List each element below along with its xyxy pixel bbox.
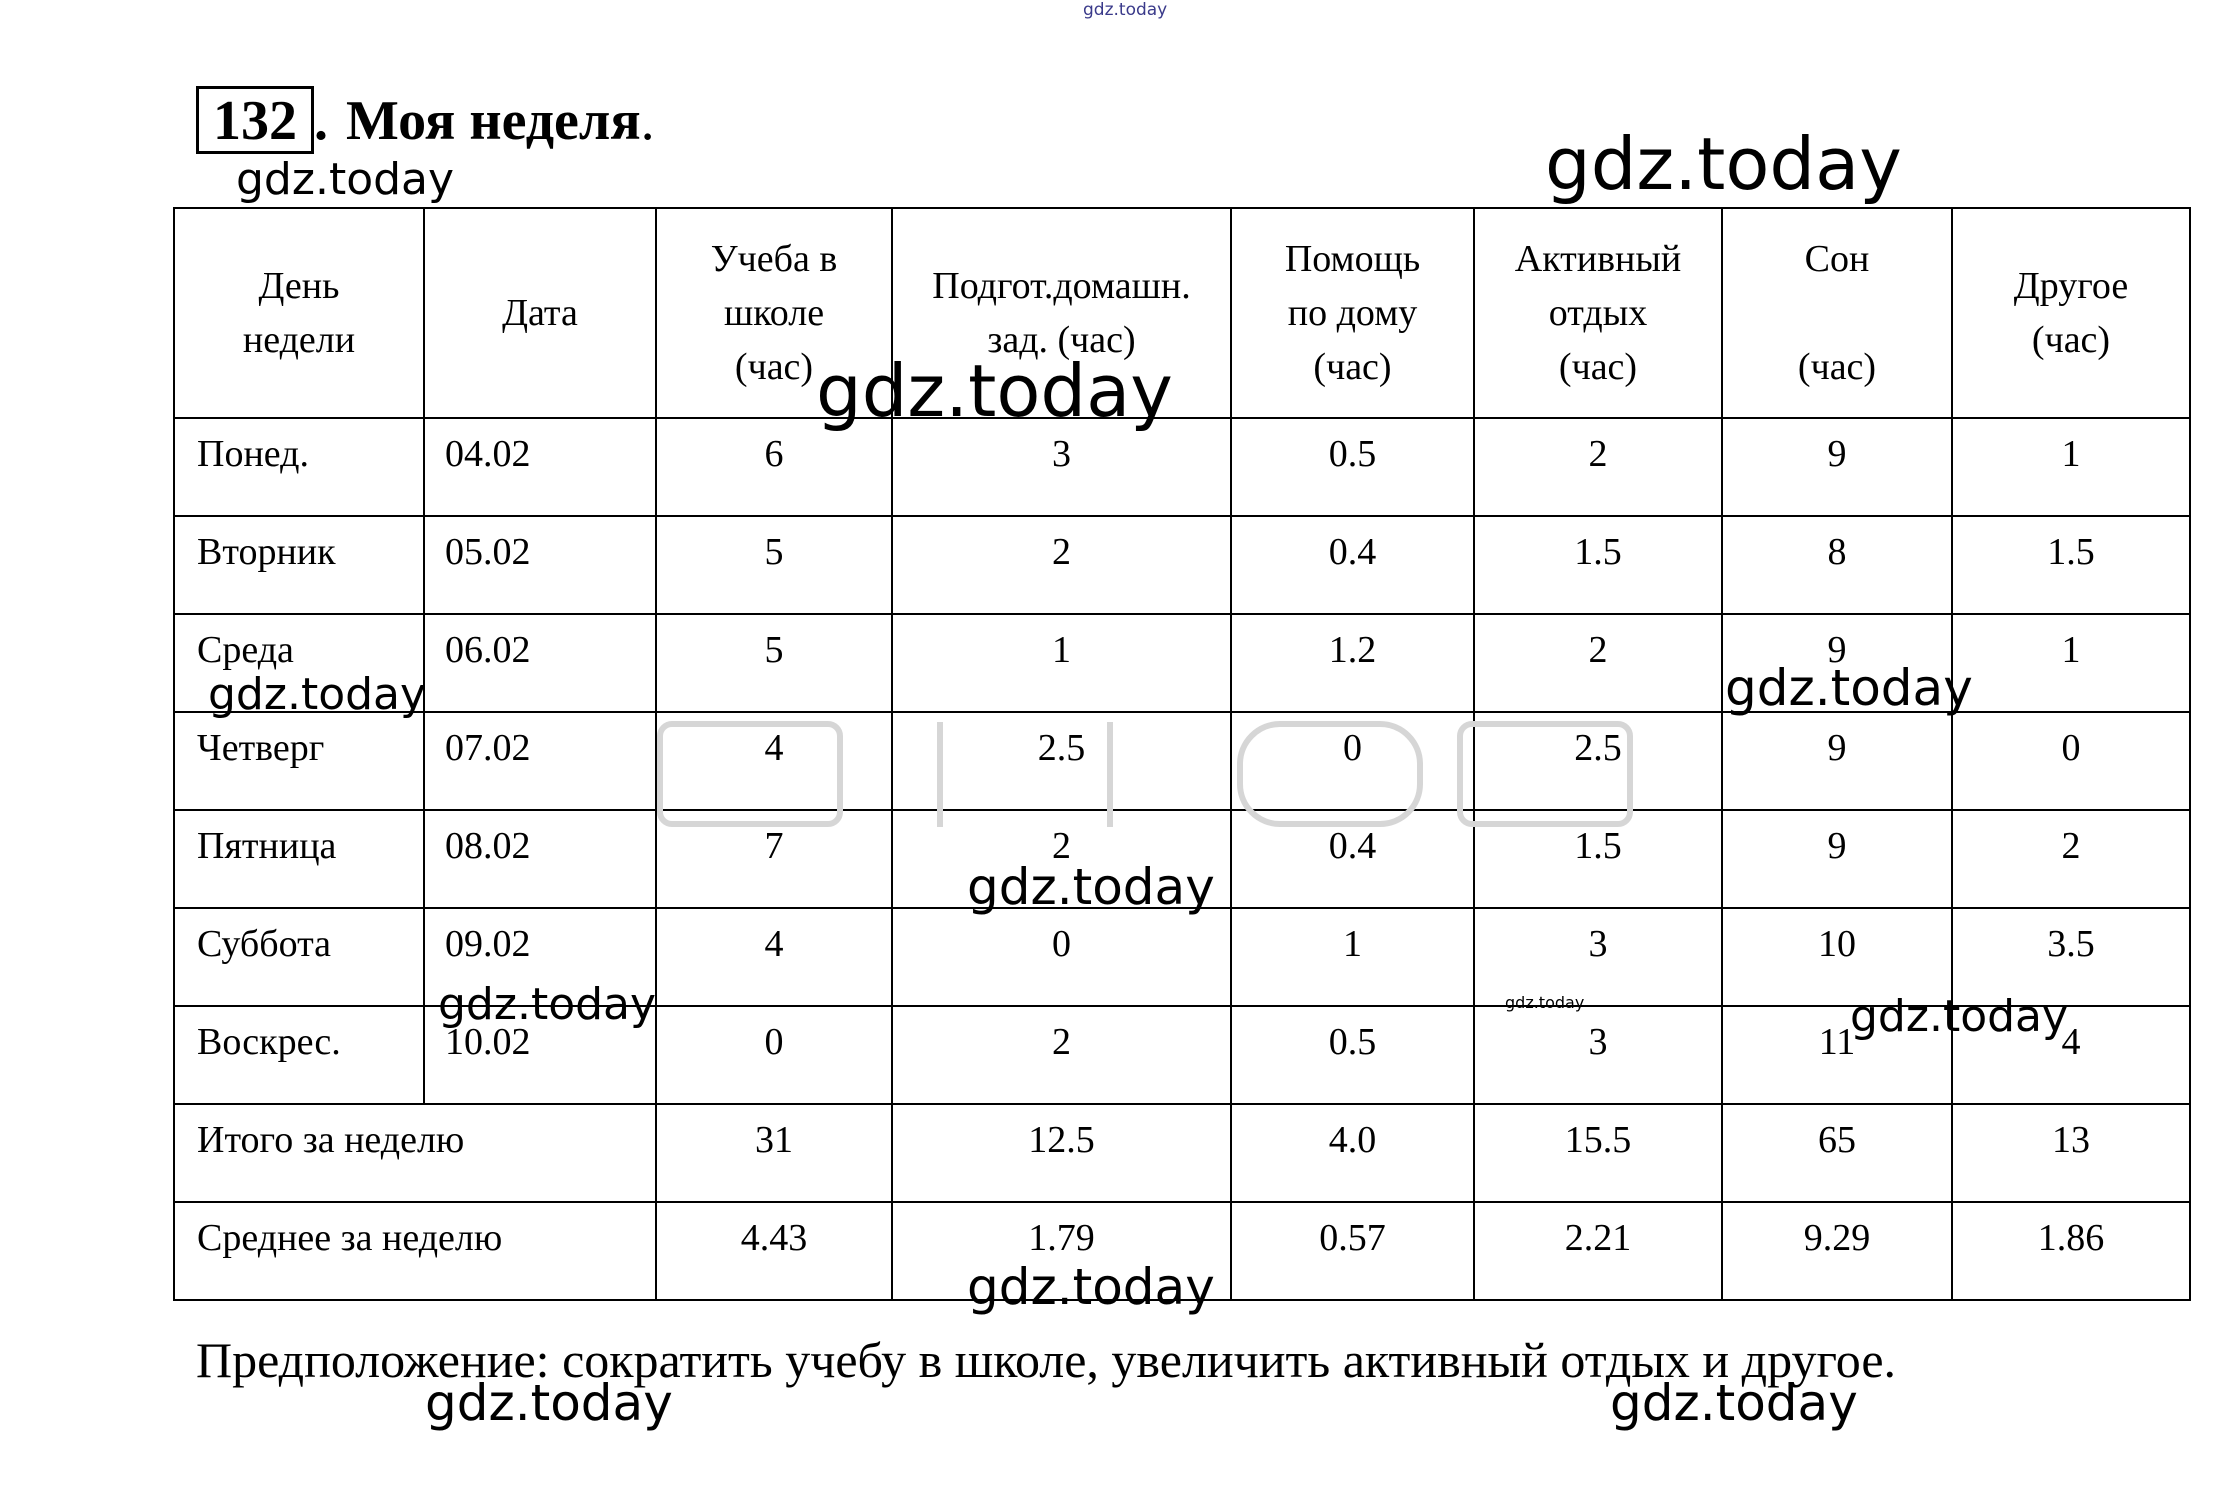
week-table <box>173 207 2191 1301</box>
task-title-dot: . <box>640 90 655 152</box>
total-cell: 4.0 <box>1231 1104 1474 1202</box>
task-number-dot: . <box>314 90 328 152</box>
date-cell: 04.02 <box>424 418 656 516</box>
value-cell: 9 <box>1722 810 1952 908</box>
day-cell: Воскрес. <box>174 1006 424 1104</box>
value-cell: 6 <box>656 418 892 516</box>
conclusion-text: Предположение: сократить учебу в школе, увеличить активный отдых и другое. <box>196 1332 1897 1388</box>
header-row <box>174 208 2190 418</box>
value-cell: 3 <box>1474 908 1722 1006</box>
watermark-small: gdz.today <box>1505 993 1585 1012</box>
value-cell: 9 <box>1722 614 1952 712</box>
value-cell: 9 <box>1722 418 1952 516</box>
day-cell: Суббота <box>174 908 424 1006</box>
watermark-top: gdz.today <box>1083 0 1168 20</box>
day-cell: Четверг <box>174 712 424 810</box>
total-cell: 15.5 <box>1474 1104 1722 1202</box>
header-sleep: Сон (час) <box>1722 208 1952 418</box>
task-title: Моя неделя <box>346 90 641 152</box>
value-cell: 10 <box>1722 908 1952 1006</box>
value-cell: 7 <box>656 810 892 908</box>
value-cell: 9 <box>1722 712 1952 810</box>
header-active-rest: Активный отдых (час) <box>1474 208 1722 418</box>
header-other: Другое (час) <box>1952 208 2190 418</box>
header-day: День недели <box>174 208 424 418</box>
header-housework: Помощь по дому (час) <box>1231 208 1474 418</box>
day-cell: Среда <box>174 614 424 712</box>
value-cell: 0.4 <box>1231 516 1474 614</box>
average-cell: 1.79 <box>892 1202 1231 1300</box>
value-cell: 3 <box>892 418 1231 516</box>
value-cell: 0 <box>1231 712 1474 810</box>
value-cell: 1.5 <box>1952 516 2190 614</box>
watermark: gdz.today <box>967 858 1215 916</box>
total-cell: 12.5 <box>892 1104 1231 1202</box>
header-date: Дата <box>424 208 656 418</box>
value-cell: 4 <box>656 908 892 1006</box>
watermark: gdz.today <box>1850 991 2069 1042</box>
averages-label: Среднее за неделю <box>174 1202 656 1300</box>
date-cell: 06.02 <box>424 614 656 712</box>
table-row <box>174 418 2190 516</box>
value-cell: 2 <box>892 1006 1231 1104</box>
watermark: gdz.today <box>438 979 657 1030</box>
date-cell: 07.02 <box>424 712 656 810</box>
value-cell: 3 <box>1474 1006 1722 1104</box>
value-cell: 0.5 <box>1231 1006 1474 1104</box>
task-heading <box>196 86 655 154</box>
value-cell: 3.5 <box>1952 908 2190 1006</box>
value-cell: 1 <box>892 614 1231 712</box>
total-cell: 31 <box>656 1104 892 1202</box>
task-number: 132 <box>196 86 314 154</box>
average-cell: 1.86 <box>1952 1202 2190 1300</box>
value-cell: 2 <box>1952 810 2190 908</box>
value-cell: 1 <box>1952 418 2190 516</box>
watermark: gdz.today <box>967 1258 1215 1316</box>
value-cell: 1 <box>1231 908 1474 1006</box>
value-cell: 8 <box>1722 516 1952 614</box>
value-cell: 1.2 <box>1231 614 1474 712</box>
header-homework: Подгот.домашн. зад. (час) <box>892 208 1231 418</box>
date-cell: 10.02 <box>424 1006 656 1104</box>
value-cell: 4 <box>1952 1006 2190 1104</box>
watermark: gdz.today <box>1610 1374 1858 1432</box>
value-cell: 2 <box>1474 614 1722 712</box>
day-cell: Вторник <box>174 516 424 614</box>
watermark: gdz.today <box>1545 122 1902 206</box>
value-cell: 2.5 <box>1474 712 1722 810</box>
table-row <box>174 516 2190 614</box>
value-cell: 1 <box>1952 614 2190 712</box>
value-cell: 0 <box>656 1006 892 1104</box>
average-cell: 0.57 <box>1231 1202 1474 1300</box>
date-cell: 08.02 <box>424 810 656 908</box>
value-cell: 0 <box>1952 712 2190 810</box>
date-cell: 05.02 <box>424 516 656 614</box>
watermark: gdz.today <box>1725 659 1973 717</box>
day-cell: Пятница <box>174 810 424 908</box>
value-cell: 5 <box>656 614 892 712</box>
total-cell: 65 <box>1722 1104 1952 1202</box>
average-cell: 2.21 <box>1474 1202 1722 1300</box>
value-cell: 2 <box>892 810 1231 908</box>
table-row <box>174 712 2190 810</box>
value-cell: 5 <box>656 516 892 614</box>
value-cell: 1.5 <box>1474 516 1722 614</box>
totals-label: Итого за неделю <box>174 1104 656 1202</box>
total-cell: 13 <box>1952 1104 2190 1202</box>
value-cell: 0 <box>892 908 1231 1006</box>
value-cell: 2 <box>892 516 1231 614</box>
value-cell: 0.5 <box>1231 418 1474 516</box>
totals-row <box>174 1104 2190 1202</box>
value-cell: 11 <box>1722 1006 1952 1104</box>
value-cell: 0.4 <box>1231 810 1474 908</box>
value-cell: 4 <box>656 712 892 810</box>
value-cell: 2 <box>1474 418 1722 516</box>
watermark: gdz.today <box>816 349 1173 433</box>
day-cell: Понед. <box>174 418 424 516</box>
average-cell: 9.29 <box>1722 1202 1952 1300</box>
watermark: gdz.today <box>208 669 427 720</box>
average-cell: 4.43 <box>656 1202 892 1300</box>
watermark: gdz.today <box>425 1374 673 1432</box>
value-cell: 2.5 <box>892 712 1231 810</box>
watermark: gdz.today <box>236 154 455 205</box>
value-cell: 1.5 <box>1474 810 1722 908</box>
date-cell: 09.02 <box>424 908 656 1006</box>
header-school: Учеба в школе (час) <box>656 208 892 418</box>
